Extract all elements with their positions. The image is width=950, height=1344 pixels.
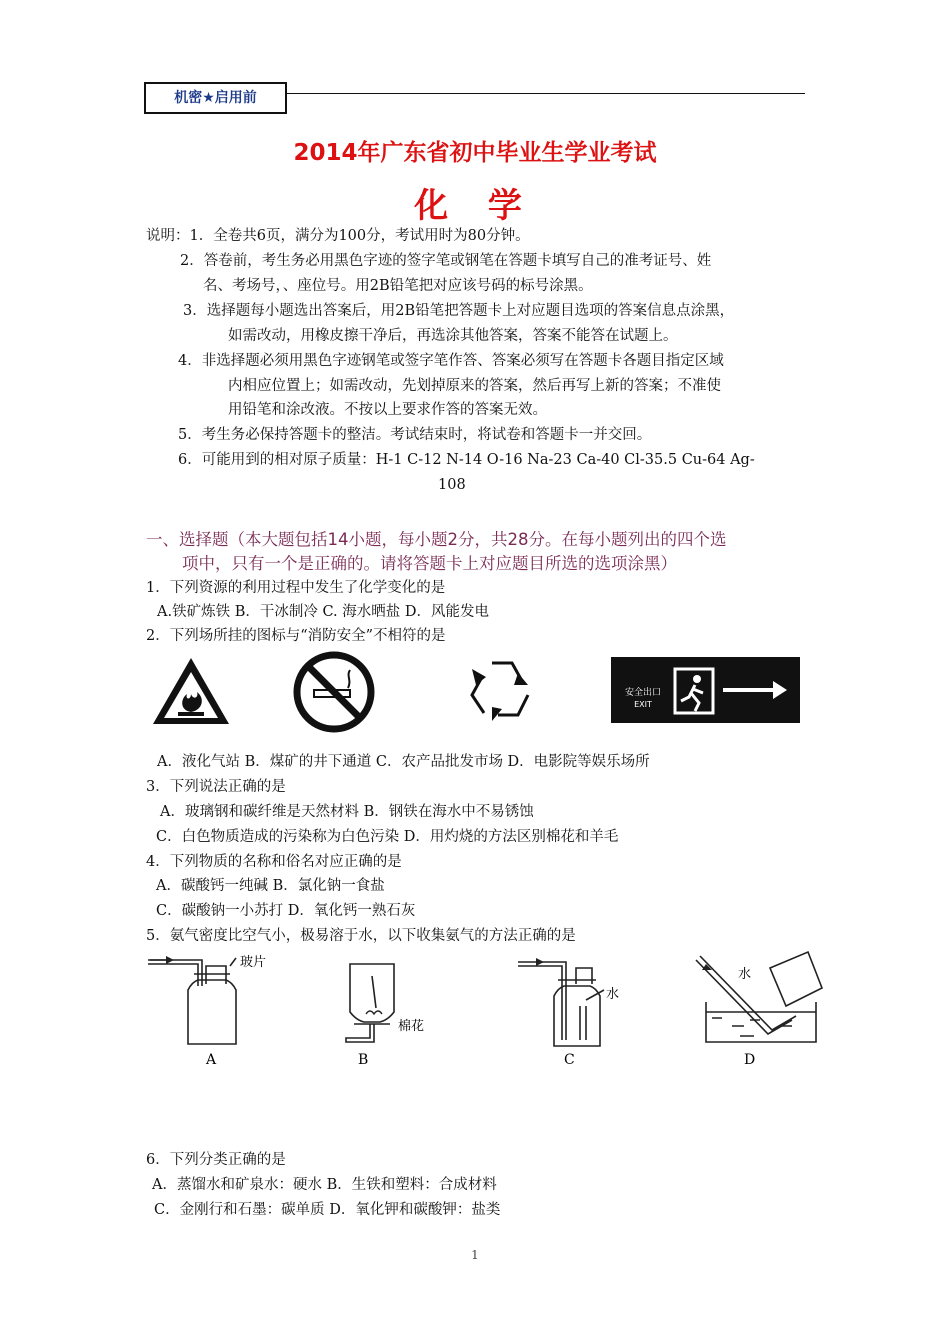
question-stem: 2．下列场所挂的图标与“消防安全”不相符的是 [146,628,446,644]
gas-collection-diagrams [140,946,830,1072]
exit-sign-en: EXIT [634,700,652,709]
instruction-line: 用铅笔和涂改液。不按以上要求作答的答案无效。 [228,402,547,418]
diagram-label-a: A [206,1052,217,1068]
instruction-line: 内相应位置上；如需改动，先划掉原来的答案，然后再写上新的答案；不准使 [228,378,721,394]
water-label-d: 水 [738,967,752,982]
instruction-line: 5．考生务必保持答题卡的整洁。考试结束时，将试卷和答题卡一并交回。 [178,427,652,443]
question-options: C．金刚行和石墨：碳单质 D．氧化钾和碳酸钾：盐类 [154,1202,501,1218]
glass-plate-label: 玻片 [240,955,267,970]
instruction-line: 4．非选择题必须用黑色字迹钢笔或签字笔作答、答案必须写在答题卡各题目指定区域 [178,353,724,369]
question-stem: 6．下列分类正确的是 [146,1152,286,1168]
confidential-label: 机密★启用前 [144,82,287,114]
question-stem: 4．下列物质的名称和俗名对应正确的是 [146,854,402,870]
question-options: A．液化气站 B．煤矿的井下通道 C．农产品批发市场 D．电影院等娱乐场所 [157,754,650,770]
question-options: A．蒸馏水和矿泉水：硬水 B．生铁和塑料：合成材料 [152,1177,497,1193]
instruction-line: 108 [438,477,466,493]
instruction-line: 说明：1．全卷共6页，满分为100分，考试用时为80分钟。 [146,228,530,244]
diagram-label-d: D [744,1052,756,1068]
fire-hazard-icon [149,654,233,729]
water-label-c: 水 [606,987,620,1002]
question-options: C．碳酸钠一小苏打 D．氧化钙一熟石灰 [156,903,416,919]
question-options: A．玻璃钢和碳纤维是天然材料 B．钢铁在海水中不易锈蚀 [160,804,534,820]
exit-sign-icon [611,657,800,723]
question-stem: 1．下列资源的利用过程中发生了化学变化的是 [146,580,446,596]
question-options: A.铁矿炼铁 B．干冰制冷 C. 海水晒盐 D．风能发电 [157,604,489,620]
question-stem: 3．下列说法正确的是 [146,779,286,795]
subject-title: 化 学 [414,186,536,226]
instruction-line: 3．选择题每小题选出答案后，用2B铅笔把答题卡上对应题目选项的答案信息点涂黑， [183,303,735,319]
section-heading: 一、选择题（本大题包括14小题，每小题2分，共28分。在每小题列出的四个选 [146,530,727,549]
question-options: A．碳酸钙一纯碱 B．氯化钠一食盐 [156,878,385,894]
instruction-line: 名、考场号，、座位号。用2B铅笔把对应该号码的标号涂黑。 [203,278,593,294]
question-stem: 5．氨气密度比空气小，极易溶于水，以下收集氨气的方法正确的是 [146,928,576,944]
header-rule [287,93,805,94]
cotton-label: 棉花 [398,1019,425,1034]
exam-title: 2014年广东省初中毕业生学业考试 [293,140,657,166]
recycle-icon [462,655,542,729]
diagram-label-b: B [358,1052,369,1068]
exit-sign-cn: 安全出口 [624,688,662,698]
question-options: C．白色物质造成的污染称为白色污染 D．用灼烧的方法区别棉花和羊毛 [156,829,619,845]
diagram-label-c: C [564,1052,575,1068]
instruction-line: 2．答卷前，考生务必用黑色字迹的签字笔或钢笔在答题卡填写自己的准考证号、姓 [180,253,712,269]
page-number: 1 [471,1248,479,1262]
instruction-line: 如需改动，用橡皮擦干净后，再选涂其他答案，答案不能答在试题上。 [228,328,678,344]
no-smoking-icon [292,650,376,734]
instruction-line: 6．可能用到的相对原子质量：H-1 C-12 N-14 O-16 Na-23 Ca-40 Cl-35.5 Cu-64 Ag- [178,452,755,468]
section-heading: 项中，只有一个是正确的。请将答题卡上对应题目所选的选项涂黑） [182,554,677,573]
